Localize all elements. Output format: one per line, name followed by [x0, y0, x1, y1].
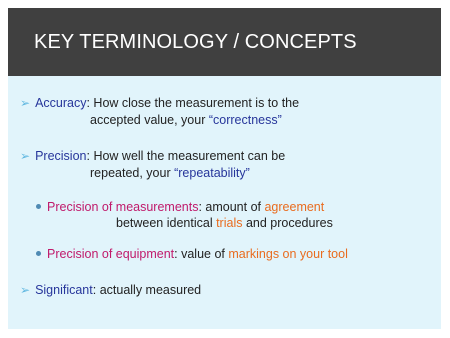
- highlight-agreement: agreement: [264, 200, 325, 214]
- term-precision-of-measurements: Precision of measurements: [47, 200, 199, 214]
- colon: :: [86, 149, 90, 163]
- precision-highlight: “repeatability”: [174, 166, 250, 180]
- arrow-bullet-icon: ➢: [20, 283, 31, 297]
- significant-text1: : actually measured: [92, 283, 202, 297]
- subbullet-precision-measurements-line2: [116, 216, 333, 231]
- bullet-significant: [20, 283, 201, 298]
- accuracy-definition-line1: How close the measurement is to the: [89, 96, 300, 110]
- bullet-precision: [20, 149, 285, 164]
- colon: :: [86, 96, 90, 110]
- dot-bullet-icon: [36, 251, 41, 256]
- bullet-accuracy: [20, 96, 299, 111]
- precision-measurements-line2-after: and procedures: [242, 216, 333, 230]
- term-precision: Precision: [35, 149, 87, 163]
- precision-definition-line1: How well the measurement can be: [89, 149, 286, 163]
- dot-bullet-icon: [36, 204, 41, 209]
- term-significant: Significant: [35, 283, 93, 297]
- title-bar: [8, 8, 441, 76]
- arrow-bullet-icon: ➢: [20, 96, 31, 110]
- precision-measurements-text1: : amount of: [198, 200, 265, 214]
- term-precision-of-equipment: Precision of equipment: [47, 247, 175, 261]
- precision-equipment-text1: : value of: [174, 247, 229, 261]
- bullet-accuracy-line2: [90, 113, 282, 128]
- accuracy-definition-line2: accepted value, your: [90, 113, 209, 127]
- slide-title: KEY TERMINOLOGY / CONCEPTS: [34, 31, 357, 53]
- highlight-markings: markings on your tool: [228, 247, 348, 261]
- arrow-bullet-icon: ➢: [20, 149, 31, 163]
- accuracy-highlight: “correctness”: [208, 113, 282, 127]
- precision-definition-line2: repeated, your: [90, 166, 175, 180]
- bullet-precision-line2: [90, 166, 250, 181]
- subbullet-precision-equipment: [36, 247, 348, 262]
- precision-measurements-line2-before: between identical: [116, 216, 217, 230]
- highlight-trials: trials: [216, 216, 243, 230]
- term-accuracy: Accuracy: [35, 96, 87, 110]
- subbullet-precision-measurements: [36, 200, 324, 215]
